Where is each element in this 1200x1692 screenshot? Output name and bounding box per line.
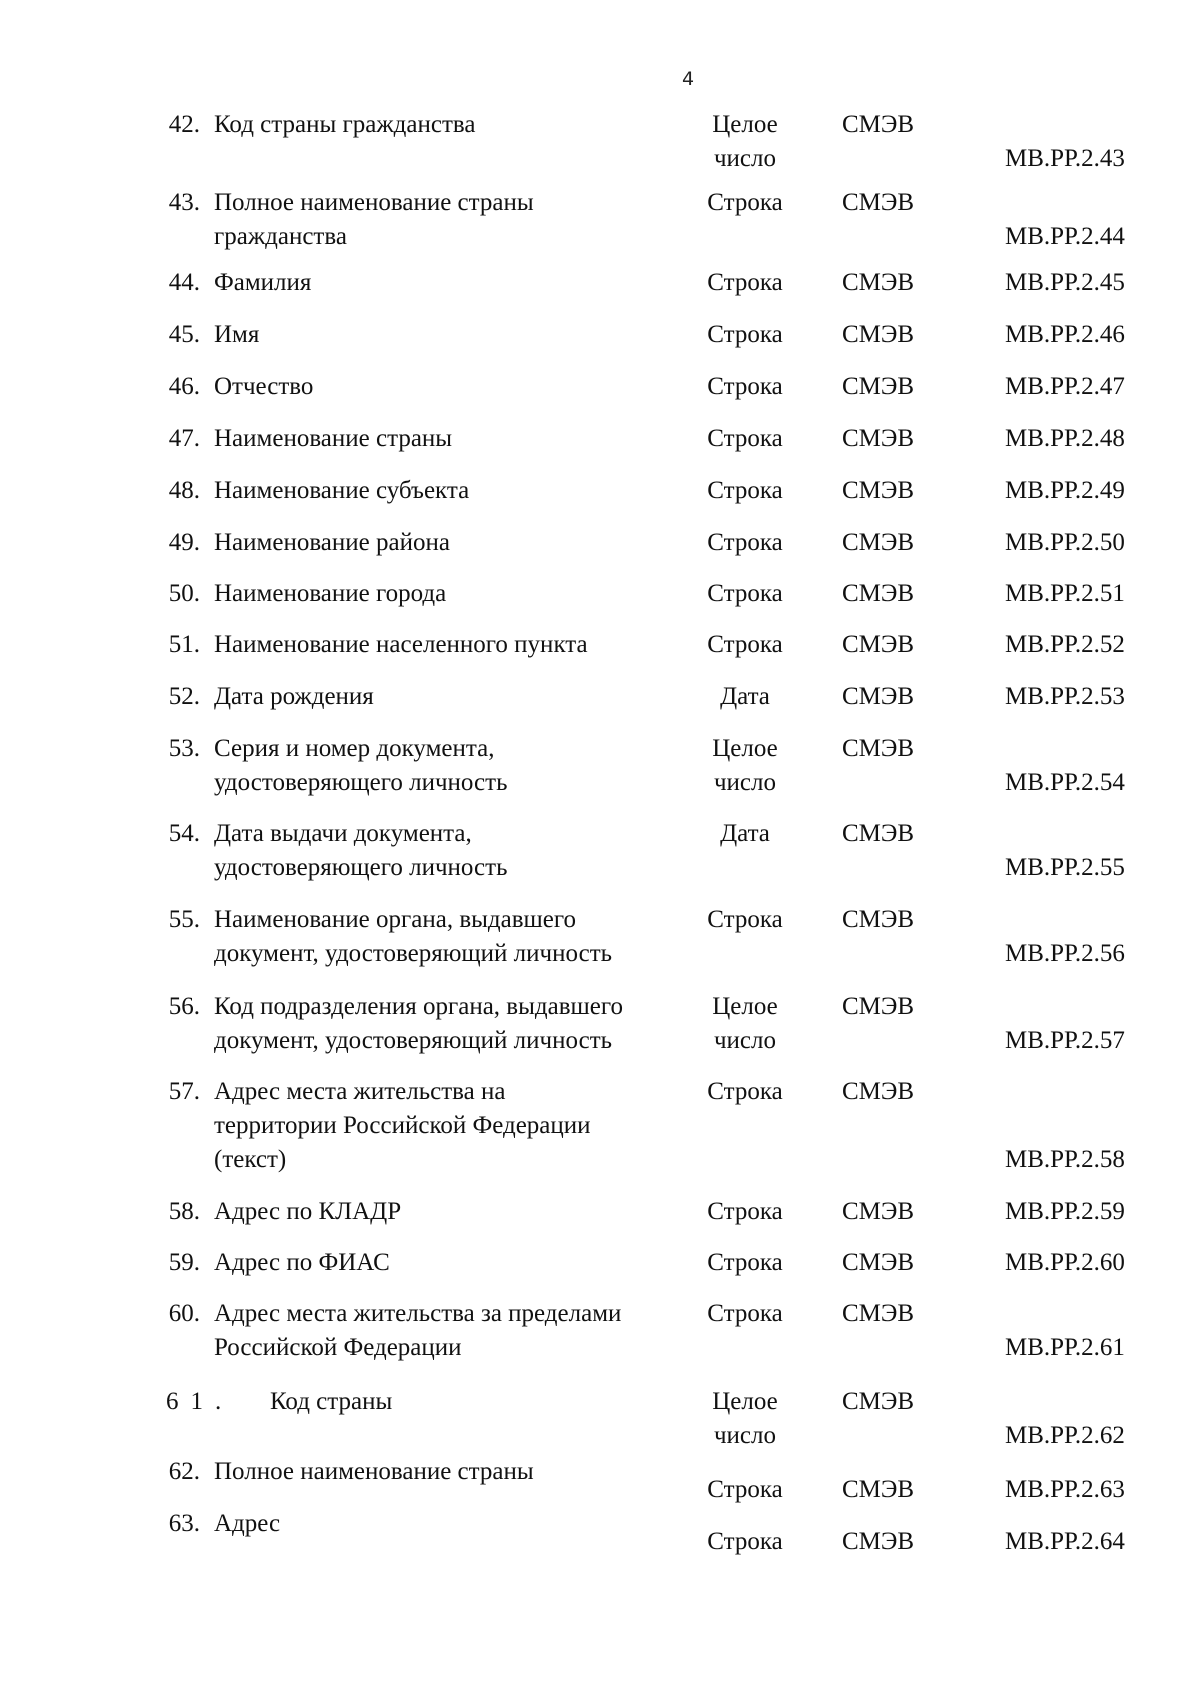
attribute-name: Адрес по КЛАДР <box>214 1198 402 1225</box>
table-row <box>0 903 1200 990</box>
data-type: Строка <box>707 373 783 400</box>
row-number: 46. <box>168 373 200 400</box>
attribute-code: МВ.РР.2.47 <box>1005 373 1125 400</box>
table-row <box>0 1195 1200 1246</box>
row-number: 43. <box>168 189 200 216</box>
data-source: СМЭВ <box>842 820 915 847</box>
data-source: СМЭВ <box>842 1198 915 1225</box>
attribute-name: Код подразделения органа, выдавшего документ, удостоверяющий личность <box>214 993 623 1054</box>
attribute-code: МВ.РР.2.54 <box>1005 769 1125 796</box>
attribute-name: Адрес места жительства за пределами Российской Федерации <box>214 1300 622 1361</box>
attribute-name: Наименование страны <box>214 425 453 452</box>
data-source: СМЭВ <box>842 993 915 1020</box>
attribute-name: Адрес по ФИАС <box>214 1249 390 1276</box>
attribute-code: МВ.РР.2.45 <box>1005 269 1125 296</box>
attribute-table <box>0 108 1200 1559</box>
attribute-name: Код страны <box>270 1388 393 1415</box>
row-number: 44. <box>168 269 200 296</box>
row-number: 42. <box>168 111 200 138</box>
data-source: СМЭВ <box>842 580 915 607</box>
attribute-name: Адрес <box>214 1510 281 1537</box>
data-source: СМЭВ <box>842 1388 915 1415</box>
row-number: 56. <box>168 993 200 1020</box>
table-row <box>0 108 1200 186</box>
data-source: СМЭВ <box>842 269 915 296</box>
data-type: Строка <box>707 1249 783 1276</box>
table-row <box>0 370 1200 422</box>
data-source: СМЭВ <box>842 683 915 710</box>
attribute-name: Наименование органа, выдавшего документ, удостоверяющий личность <box>214 906 613 967</box>
data-type: Целое число <box>712 993 778 1054</box>
row-number: 57. <box>168 1078 200 1105</box>
data-source: СМЭВ <box>842 529 915 556</box>
data-source: СМЭВ <box>842 1078 915 1105</box>
row-number: 50. <box>168 580 200 607</box>
attribute-code: МВ.РР.2.52 <box>1005 631 1125 658</box>
table-row <box>0 1385 1200 1455</box>
attribute-code: МВ.РР.2.60 <box>1005 1249 1125 1276</box>
row-number: 63. <box>168 1510 200 1537</box>
row-number: 61. <box>166 1388 234 1415</box>
attribute-name: Отчество <box>214 373 314 400</box>
data-type: Дата <box>720 820 770 847</box>
data-type: Строка <box>707 189 783 216</box>
data-source: СМЭВ <box>842 189 915 216</box>
row-number: 59. <box>168 1249 200 1276</box>
table-row <box>0 1297 1200 1385</box>
table-row <box>0 526 1200 577</box>
attribute-name: Наименование района <box>214 529 450 556</box>
attribute-name: Дата выдачи документа, удостоверяющего личность <box>214 820 508 881</box>
row-number: 60. <box>168 1300 200 1327</box>
table-row <box>0 817 1200 903</box>
table-row <box>0 1075 1200 1195</box>
attribute-name: Код страны гражданства <box>214 111 476 138</box>
data-type: Строка <box>707 580 783 607</box>
attribute-name: Серия и номер документа, удостоверяющего личность <box>214 735 508 796</box>
attribute-code: МВ.РР.2.55 <box>1005 854 1125 881</box>
data-source: СМЭВ <box>842 1249 915 1276</box>
data-type: Строка <box>707 1078 783 1105</box>
row-number: 47. <box>168 425 200 452</box>
attribute-name: Наименование города <box>214 580 447 607</box>
table-row <box>0 318 1200 370</box>
table-row <box>0 1246 1200 1297</box>
data-type: Строка <box>707 1198 783 1225</box>
table-row <box>0 577 1200 628</box>
data-source: СМЭВ <box>842 906 915 933</box>
attribute-name: Фамилия <box>214 269 312 296</box>
row-number: 49. <box>168 529 200 556</box>
attribute-code: МВ.РР.2.50 <box>1005 529 1125 556</box>
data-type: Целое число <box>712 111 778 172</box>
data-type: Строка <box>707 1300 783 1327</box>
table-row <box>0 474 1200 526</box>
attribute-code: МВ.РР.2.43 <box>1005 145 1125 172</box>
data-source: СМЭВ <box>842 425 915 452</box>
table-row <box>0 266 1200 318</box>
data-source: СМЭВ <box>842 631 915 658</box>
data-type: Строка <box>707 1476 783 1503</box>
attribute-code: МВ.РР.2.64 <box>1005 1528 1125 1555</box>
table-row <box>0 1507 1200 1559</box>
attribute-code: МВ.РР.2.46 <box>1005 321 1125 348</box>
attribute-code: МВ.РР.2.51 <box>1005 580 1125 607</box>
attribute-name: Наименование населенного пункта <box>214 631 588 658</box>
attribute-code: МВ.РР.2.49 <box>1005 477 1125 504</box>
attribute-code: МВ.РР.2.53 <box>1005 683 1125 710</box>
attribute-code: МВ.РР.2.44 <box>1005 223 1125 250</box>
row-number: 52. <box>168 683 200 710</box>
attribute-code: МВ.РР.2.58 <box>1005 1146 1125 1173</box>
attribute-name: Адрес места жительства на территории Российской Федерации (текст) <box>214 1078 591 1173</box>
attribute-code: МВ.РР.2.63 <box>1005 1476 1125 1503</box>
attribute-code: МВ.РР.2.48 <box>1005 425 1125 452</box>
data-source: СМЭВ <box>842 321 915 348</box>
table-row <box>0 732 1200 817</box>
row-number: 53. <box>168 735 200 762</box>
data-source: СМЭВ <box>842 735 915 762</box>
row-number: 55. <box>168 906 200 933</box>
data-type: Строка <box>707 425 783 452</box>
page-number: 4 <box>682 68 695 90</box>
row-number: 45. <box>168 321 200 348</box>
row-number: 48. <box>168 477 200 504</box>
data-source: СМЭВ <box>842 111 915 138</box>
attribute-name: Наименование субъекта <box>214 477 470 504</box>
attribute-name: Полное наименование страны гражданства <box>214 189 534 250</box>
table-row <box>0 1455 1200 1507</box>
data-type: Строка <box>707 477 783 504</box>
attribute-code: МВ.РР.2.56 <box>1005 940 1125 967</box>
table-row <box>0 990 1200 1075</box>
table-row <box>0 186 1200 266</box>
data-type: Строка <box>707 321 783 348</box>
data-type: Дата <box>720 683 770 710</box>
attribute-code: МВ.РР.2.57 <box>1005 1027 1125 1054</box>
row-number: 51. <box>168 631 200 658</box>
data-type: Строка <box>707 906 783 933</box>
attribute-name: Имя <box>214 321 260 348</box>
table-row <box>0 422 1200 474</box>
attribute-code: МВ.РР.2.61 <box>1005 1334 1125 1361</box>
attribute-name: Полное наименование страны <box>214 1458 534 1485</box>
data-type: Строка <box>707 1528 783 1555</box>
row-number: 58. <box>168 1198 200 1225</box>
data-source: СМЭВ <box>842 1476 915 1503</box>
data-source: СМЭВ <box>842 1528 915 1555</box>
table-row <box>0 680 1200 732</box>
data-source: СМЭВ <box>842 373 915 400</box>
data-type: Строка <box>707 269 783 296</box>
data-type: Строка <box>707 529 783 556</box>
data-source: СМЭВ <box>842 477 915 504</box>
attribute-name: Дата рождения <box>214 683 374 710</box>
row-number: 62. <box>168 1458 200 1485</box>
attribute-code: МВ.РР.2.59 <box>1005 1198 1125 1225</box>
row-number: 54. <box>168 820 200 847</box>
table-row <box>0 628 1200 680</box>
data-source: СМЭВ <box>842 1300 915 1327</box>
data-type: Строка <box>707 631 783 658</box>
data-type: Целое число <box>712 735 778 796</box>
data-type: Целое число <box>712 1388 778 1449</box>
attribute-code: МВ.РР.2.62 <box>1005 1422 1125 1449</box>
